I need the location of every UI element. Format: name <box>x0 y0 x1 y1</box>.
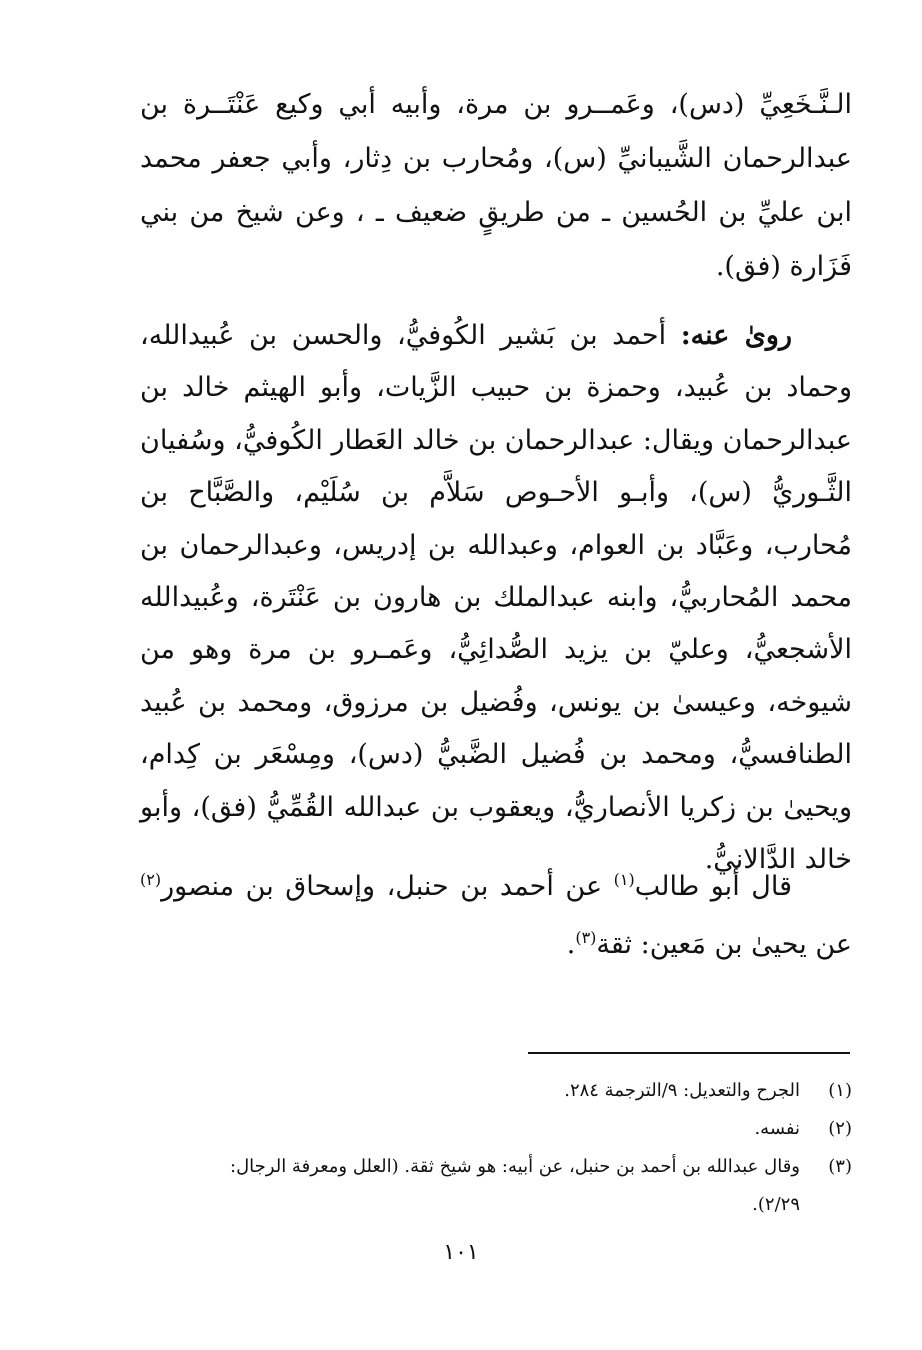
text-line: محمد المُحاربيُّ، وابنه عبدالملك بن هارون بن عَنْتَرة، وعُبيدالله <box>140 582 852 614</box>
footnote-ref: (١) <box>613 870 635 889</box>
footnote-divider <box>528 1052 850 1054</box>
section-label: روىٰ عنه: <box>680 320 792 351</box>
paragraph-assessment <box>140 858 852 974</box>
paragraph-narrators-list <box>140 310 852 886</box>
text-segment: عن أحمد بن حنبل، وإسحاق بن منصور <box>161 871 614 902</box>
text-line: وحماد بن عُبيد، وحمزة بن حبيب الزَّيات، وأبو الهيثم خالد بن <box>140 372 852 404</box>
text-segment: أحمد بن بَشير الكُوفيُّ، والحسن بن عُبيدالله، <box>140 320 681 351</box>
text-line: عبدالرحمان ويقال: عبدالرحمان بن خالد العَطار الكُوفيُّ، وسُفيان <box>140 424 852 456</box>
footnote-1 <box>140 1072 852 1110</box>
footnote-number: (١) <box>828 1080 852 1101</box>
text-line: الأشجعيُّ، وعليّ بن يزيد الصُّدائِيُّ، وعَمـرو بن مرة وهو من <box>140 634 852 666</box>
footnote-3-continuation: ٢/٢٩). <box>752 1194 800 1215</box>
footnote-3 <box>140 1148 852 1186</box>
text-line <box>140 858 852 916</box>
text-line: الـنَّـخَعِيِّ (دس)، وعَمــرو بن مرة، وأبيه أبي وكيع عَنْتَــرة بن <box>140 89 852 120</box>
page-number: ١٠١ <box>443 1240 479 1265</box>
footnote-number: (٢) <box>828 1118 852 1139</box>
text-line: عبدالرحمان الشَّيبانيِّ (س)، ومُحارب بن دِثار، وأبي جعفر محمد <box>140 143 852 174</box>
text-segment: قال أبو طالب <box>634 871 792 902</box>
footnote-ref: (٣) <box>575 928 597 947</box>
footnote-2 <box>140 1110 852 1148</box>
footnotes <box>140 1072 852 1224</box>
text-line: مُحارب، وعَبَّاد بن العوام، وعبدالله بن إدريس، وعبدالرحمان بن <box>140 529 852 561</box>
footnote-text: الجرح والتعديل: ٩/الترجمة ٢٨٤. <box>564 1080 800 1101</box>
text-line <box>140 310 852 362</box>
footnote-number: (٣) <box>828 1156 852 1177</box>
text-line <box>140 916 852 974</box>
text-line: الثَّـوريُّ (س)، وأبـو الأحـوص سَلاَّم بن سُلَيْم، والصَّبَّاح بن <box>140 477 852 509</box>
footnote-text: نفسه. <box>754 1118 800 1139</box>
text-line: الطنافسيُّ، ومحمد بن فُضيل الضَّبيُّ (دس)، ومِسْعَر بن كِدام، <box>140 739 852 771</box>
text-line: شيوخه، وعيسىٰ بن يونس، وفُضيل بن مرزوق، ومحمد بن عُبيد <box>140 686 852 718</box>
text-segment: . <box>566 929 576 960</box>
text-line: خالد الدَّالانيُّ. <box>704 844 852 876</box>
paragraph-teachers-list <box>140 78 852 294</box>
footnote-ref: (٢) <box>140 870 162 889</box>
text-line: ابن عليِّ بن الحُسين ـ من طريقٍ ضعيف ـ ، وعن شيخ من بني <box>140 197 852 228</box>
footnote-text: وقال عبدالله بن أحمد بن حنبل، عن أبيه: هو شيخ ثقة. (العلل ومعرفة الرجال: <box>230 1156 800 1177</box>
text-line: فَزَارة (فق). <box>715 251 852 282</box>
text-line: ويحيىٰ بن زكريا الأنصاريُّ، ويعقوب بن عبدالله القُمِّيُّ (فق)، وأبو <box>140 791 852 823</box>
text-segment: عن يحيىٰ بن مَعين: ثقة <box>596 929 852 960</box>
